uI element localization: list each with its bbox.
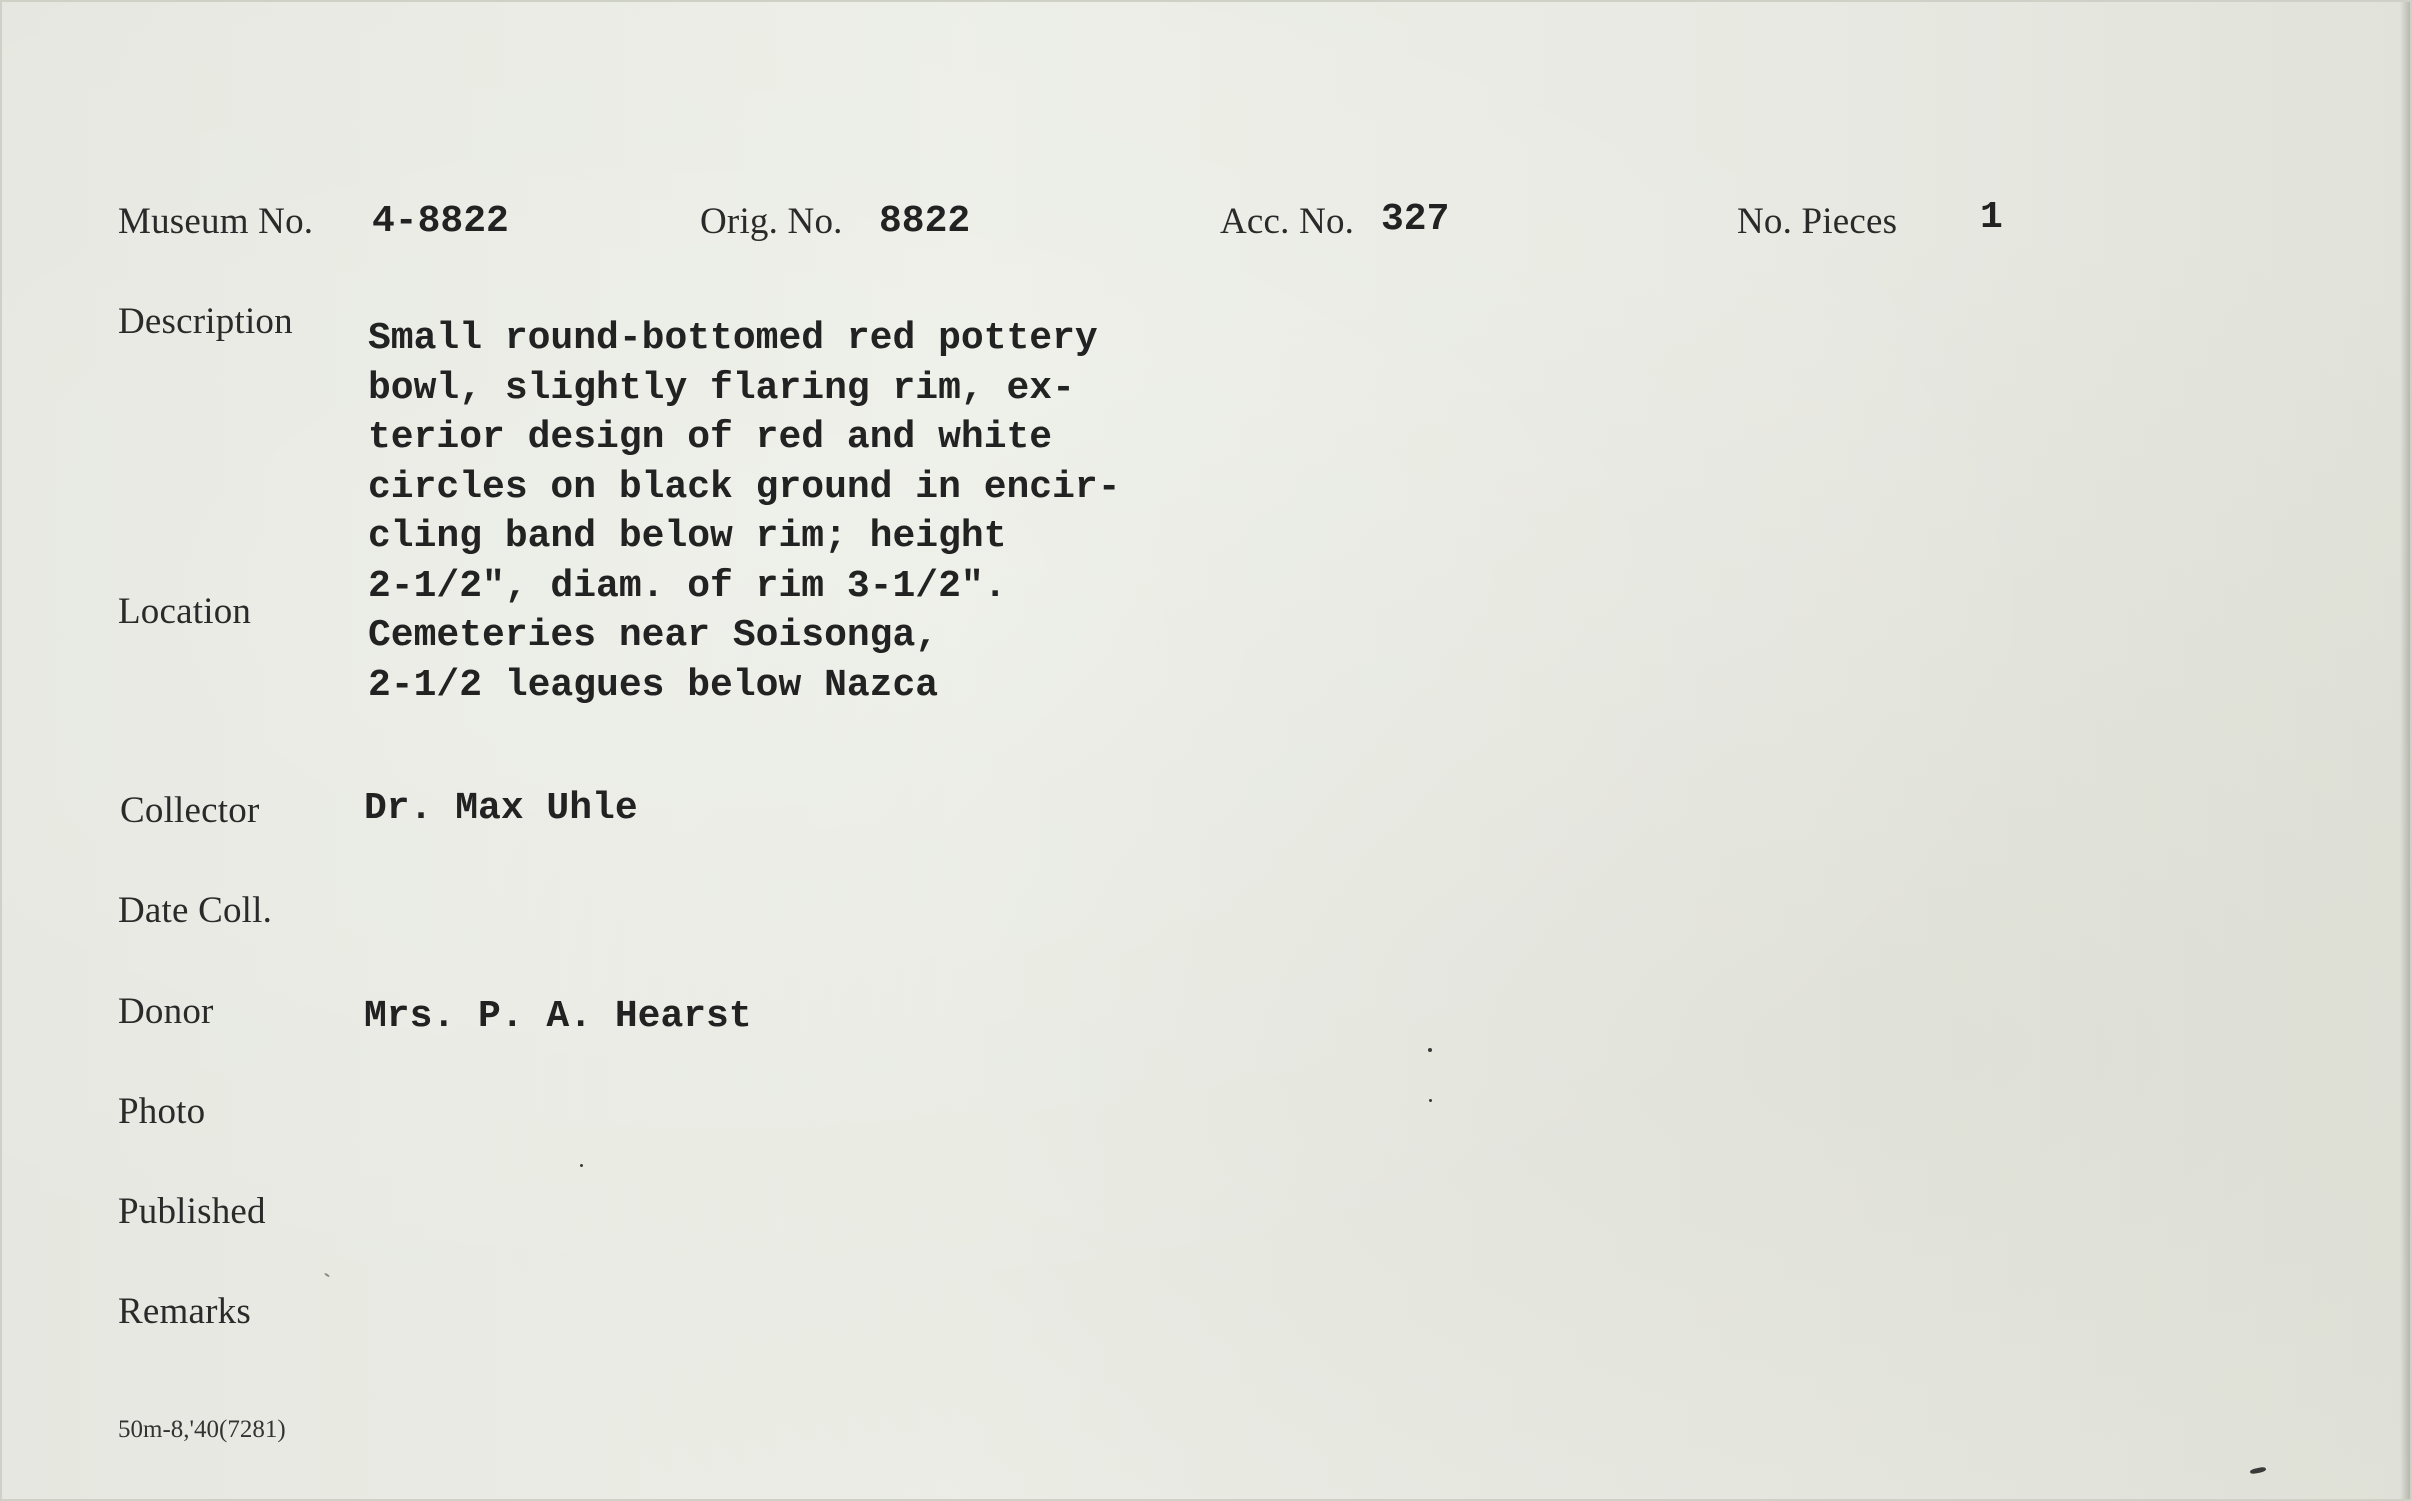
acc-no-value: 327: [1381, 198, 1450, 241]
print-code: 50m-8,'40(7281): [118, 1416, 286, 1443]
donor-label: Donor: [118, 991, 214, 1032]
collector-label: Collector: [120, 790, 260, 831]
orig-no-value: 8822: [879, 200, 971, 243]
collector-value: Dr. Max Uhle: [364, 787, 638, 830]
description-line: Small round-bottomed red pottery: [368, 317, 1098, 360]
remarks-label: Remarks: [118, 1291, 251, 1332]
ink-speck: [324, 1272, 330, 1277]
ink-speck: [1429, 1099, 1432, 1102]
description-label: Description: [118, 301, 293, 342]
description-line: terior design of red and white: [368, 416, 1053, 459]
description-line: Cemeteries near Soisonga,: [368, 614, 939, 657]
description-line: bowl, slightly flaring rim, ex-: [368, 366, 1075, 410]
orig-no-label: Orig. No.: [700, 201, 843, 242]
museum-no-label: Museum No.: [118, 201, 314, 242]
ink-speck: [580, 1164, 583, 1167]
photo-label: Photo: [118, 1091, 206, 1132]
ink-speck: [1428, 1048, 1432, 1052]
no-pieces-value: 1: [1980, 196, 2003, 239]
date-coll-label: Date Coll.: [118, 890, 273, 931]
description-line: circles on black ground in encir-: [368, 465, 1121, 509]
description-line: 2-1/2 leagues below Nazca: [368, 663, 939, 707]
description-line: cling band below rim; height: [368, 515, 1007, 558]
no-pieces-label: No. Pieces: [1737, 201, 1898, 242]
published-label: Published: [118, 1191, 266, 1232]
acc-no-label: Acc. No.: [1220, 201, 1355, 242]
museum-no-value: 4-8822: [372, 200, 509, 243]
donor-value: Mrs. P. A. Hearst: [364, 995, 752, 1038]
location-label: Location: [118, 591, 252, 632]
description-text: [368, 314, 1121, 710]
description-line: 2-1/2", diam. of rim 3-1/2".: [368, 564, 1007, 608]
ink-speck: [2250, 1466, 2267, 1474]
